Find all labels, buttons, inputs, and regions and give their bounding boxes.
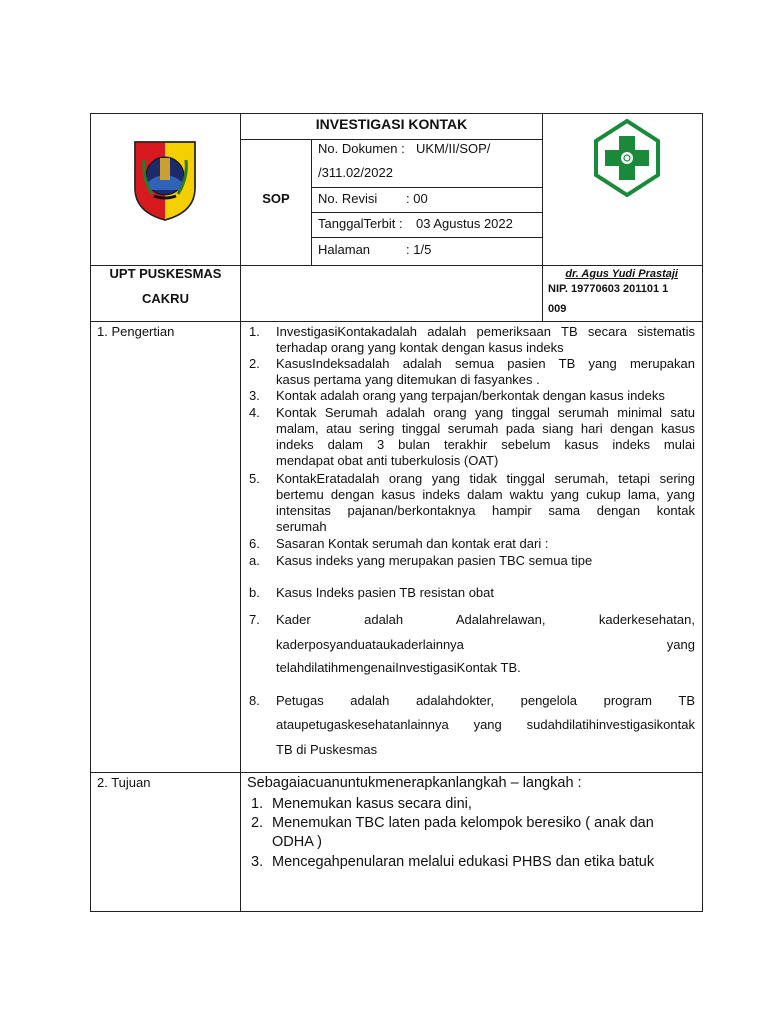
puskesmas-logo (592, 118, 662, 198)
list-item-number: 8. (249, 693, 260, 708)
list-item-number: 2. (249, 356, 260, 371)
list-item-number: 6. (249, 536, 260, 551)
org-name-line1: UPT PUSKESMAS (109, 266, 222, 281)
list-item-number: 1. (249, 324, 260, 339)
sop-divider (311, 139, 312, 265)
signer-nip-cont: 009 (548, 303, 567, 315)
purpose-item-text: ODHA ) (272, 834, 322, 850)
revision-label: No. Revisi (318, 191, 378, 206)
list-item-number: a. (249, 553, 260, 568)
list-item-text: Kader adalah Adalahrelawan, kaderkesehatan, (276, 612, 695, 627)
purpose-item-text: Menemukan kasus secara dini, (272, 796, 472, 812)
purpose-item-number: 2. (251, 815, 264, 831)
list-item-text: KontakEratadalah orang yang tidak tinggal serumah, tetapi sering (276, 471, 695, 486)
purpose-intro: Sebagaiacuanuntukmenerapkanlangkah – langkah : (247, 775, 582, 791)
list-item-text: kasus pertama yang ditemukan di fasyankes . (276, 372, 540, 387)
list-item-text: indeks dalam 3 bulan terakhir sebelum kasus indeks mulai (276, 437, 695, 452)
page-value: : 1/5 (406, 242, 432, 257)
doc-number-label: No. Dokumen : (318, 141, 405, 156)
list-item-text: TB di Puskesmas (276, 742, 378, 757)
issue-date-label: TanggalTerbit : (318, 216, 403, 231)
list-item-text: malam, atau sering tinggal serumah pada siang hari dengan kasus (276, 421, 695, 436)
table-border-bottom (90, 911, 703, 912)
list-item-text: InvestigasiKontakadalah adalah pemeriksaan TB secara sistematis (276, 324, 695, 339)
section-heading-pengertian: 1. Pengertian (97, 324, 175, 339)
list-item-text: intensitas pajanan/berkontaknya hampir sama dengan kontak (276, 503, 695, 518)
list-item-number: 3. (249, 388, 260, 403)
section1-divider (90, 321, 703, 322)
list-item-text: mendapat obat anti tuberkulosis (OAT) (276, 453, 499, 468)
section2-divider (90, 772, 703, 773)
list-item-number: 4. (249, 405, 260, 420)
doc-number-value-cont: /311.02/2022 (318, 165, 393, 180)
list-item-number: 5. (249, 471, 260, 486)
purpose-item-number: 1. (251, 796, 264, 812)
table-border-top (90, 113, 703, 114)
signer-name: dr. Agus Yudi Prastaji (565, 268, 678, 280)
list-item-text: Sasaran Kontak serumah dan kontak erat dari : (276, 536, 549, 551)
list-item-number: 7. (249, 612, 260, 627)
column-divider-2 (542, 113, 543, 321)
list-item-text: terhadap orang yang kontak dengan kasus indeks (276, 340, 564, 355)
list-item-text: bertemu dengan kasus indeks dalam waktu yang cukup lama, yang (276, 487, 695, 502)
list-item-number: b. (249, 585, 260, 600)
revision-row-divider (311, 212, 542, 213)
list-item-text: KasusIndeksadalah adalah semua pasien TB yang merupakan (276, 356, 695, 371)
issue-date-value: 03 Agustus 2022 (416, 216, 513, 231)
list-item-text: kaderposyanduataukaderlainnya yang (276, 637, 695, 652)
page-label: Halaman (318, 242, 371, 257)
list-item-text: Kasus indeks yang merupakan pasien TBC semua tipe (276, 553, 593, 568)
list-item-text: ataupetugaskesehatanlainnya yang sudahdilatihinvestigasikontak (276, 717, 695, 732)
purpose-item-number: 3. (251, 854, 264, 870)
table-border-right (702, 113, 703, 912)
signer-nip: NIP. 19770603 201101 1 (548, 283, 669, 295)
regency-logo (132, 138, 198, 222)
purpose-item-text: Menemukan TBC laten pada kelompok beresiko ( anak dan (272, 815, 654, 831)
list-item-text: telahdilatihmengenaiInvestigasiKontak TB. (276, 660, 521, 675)
list-item-text: Kontak adalah orang yang terpajan/berkontak dengan kasus indeks (276, 388, 665, 403)
list-item-text: Kasus Indeks pasien TB resistan obat (276, 585, 494, 600)
org-name-line2: CAKRU (142, 291, 189, 306)
column-divider-1 (240, 113, 241, 912)
section-heading-tujuan: 2. Tujuan (97, 775, 151, 790)
doc-row-divider (311, 187, 542, 188)
revision-value: : 00 (406, 191, 428, 206)
list-item-text: Petugas adalah adalahdokter, pengelola program TB (276, 693, 695, 708)
table-border-left (90, 113, 91, 912)
date-row-divider (311, 237, 542, 238)
list-item-text: serumah (276, 519, 327, 534)
sop-label: SOP (262, 191, 290, 206)
purpose-item-text: Mencegahpenularan melalui edukasi PHBS dan etika batuk (272, 854, 655, 870)
document-title: INVESTIGASI KONTAK (315, 116, 468, 132)
doc-number-value: UKM/II/SOP/ (416, 141, 491, 156)
list-item-text: Kontak Serumah adalah orang yang tinggal serumah minimal satu (276, 405, 695, 420)
title-row-divider (240, 139, 542, 140)
